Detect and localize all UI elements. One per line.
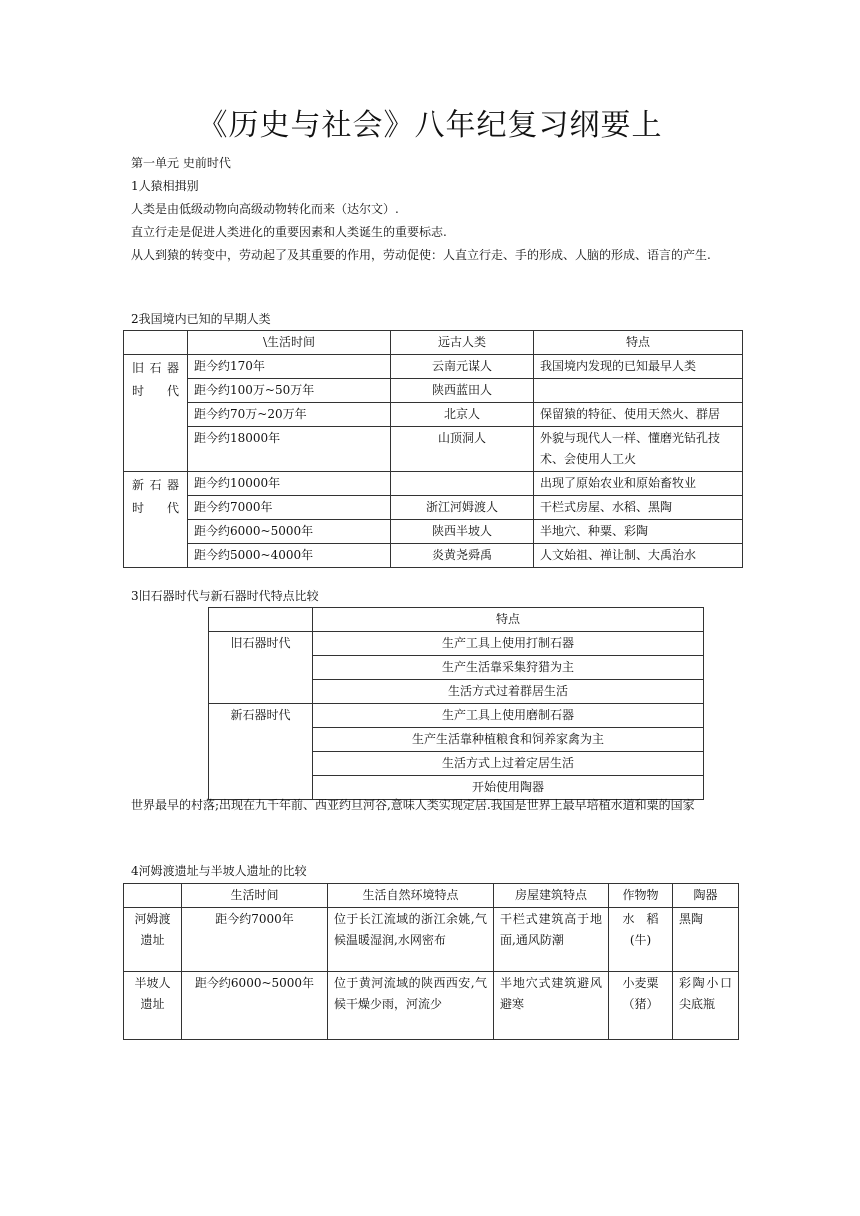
house-cell: 干栏式建筑高于地面,通风防潮 xyxy=(494,908,609,972)
people-cell: 云南元谋人 xyxy=(391,355,534,379)
header-cell xyxy=(124,884,182,908)
table-row xyxy=(124,472,743,496)
table-row xyxy=(124,908,739,972)
stone-age-comparison-table xyxy=(208,607,704,800)
time-cell: 距今约6000~5000年 xyxy=(182,972,328,1040)
table-row xyxy=(209,704,704,728)
era-label-neolithic: 新石器时代 xyxy=(124,472,188,568)
header-cell: 特点 xyxy=(534,331,743,355)
table-row xyxy=(124,972,739,1040)
feature-cell: 生产工具上使用打制石器 xyxy=(313,632,704,656)
time-cell: 距今约10000年 xyxy=(188,472,391,496)
feature-cell: 生活方式过着群居生活 xyxy=(313,680,704,704)
feature-cell: 生活方式上过着定居生活 xyxy=(313,752,704,776)
header-cell: 陶器 xyxy=(673,884,739,908)
house-cell: 半地穴式建筑避风避寒 xyxy=(494,972,609,1040)
table-row xyxy=(209,632,704,656)
feature-cell: 干栏式房屋、水稻、黑陶 xyxy=(534,496,743,520)
time-cell: 距今约7000年 xyxy=(182,908,328,972)
section-3-heading: 3旧石器时代与新石器时代特点比较 xyxy=(131,589,319,603)
feature-cell: 生产生活靠种植粮食和饲养家禽为主 xyxy=(313,728,704,752)
crop-cell: 水 稻(牛) xyxy=(609,908,673,972)
header-cell: 特点 xyxy=(313,608,704,632)
table-row xyxy=(124,403,743,427)
header-cell: 生活自然环境特点 xyxy=(328,884,494,908)
section-1-paragraph-3: 从人到猿的转变中，劳动起了及其重要的作用，劳动促使：人直立行走、手的形成、人脑的形成、语言的产生. xyxy=(131,248,711,262)
feature-cell: 我国境内发现的已知最早人类 xyxy=(534,355,743,379)
header-cell: 房屋建筑特点 xyxy=(494,884,609,908)
time-cell: 距今约7000年 xyxy=(188,496,391,520)
table-row xyxy=(124,520,743,544)
feature-cell: 生产生活靠采集狩猎为主 xyxy=(313,656,704,680)
feature-cell: 生产工具上使用磨制石器 xyxy=(313,704,704,728)
section-1-heading: 1人猿相揖别 xyxy=(131,179,199,193)
section-3-note: 世界最早的村落;出现在九千年前、西亚约旦河谷,意味人类实现定居.我国是世界上最早培植水道和粟的国家 xyxy=(131,798,695,812)
environment-cell: 位于黄河流域的陕西西安,气候干燥少雨，河流少 xyxy=(328,972,494,1040)
time-cell: 距今约70万~20万年 xyxy=(188,403,391,427)
feature-cell: 外貌与现代人一样、懂磨光钻孔技术、会使用人工火 xyxy=(534,427,743,472)
time-cell: 距今约100万~50万年 xyxy=(188,379,391,403)
site-cell: 半坡人遗址 xyxy=(124,972,182,1040)
people-cell: 陕西蓝田人 xyxy=(391,379,534,403)
header-cell: 生活时间 xyxy=(182,884,328,908)
environment-cell: 位于长江流域的浙江余姚,气候温暖湿润,水网密布 xyxy=(328,908,494,972)
feature-cell: 出现了原始农业和原始畜牧业 xyxy=(534,472,743,496)
crop-cell: 小麦粟（猪） xyxy=(609,972,673,1040)
time-cell: 距今约5000~4000年 xyxy=(188,544,391,568)
document-title: 《历史与社会》八年纪复习纲要上 xyxy=(197,108,663,143)
section-1-paragraph-2: 直立行走是促进人类进化的重要因素和人类诞生的重要标志. xyxy=(131,225,447,239)
time-cell: 距今约170年 xyxy=(188,355,391,379)
time-cell: 距今约18000年 xyxy=(188,427,391,472)
people-cell: 陕西半坡人 xyxy=(391,520,534,544)
table-row xyxy=(124,544,743,568)
early-humans-table xyxy=(123,330,743,568)
table-row xyxy=(124,355,743,379)
header-cell: 作物物 xyxy=(609,884,673,908)
era-label-paleolithic: 旧石器时代 xyxy=(124,355,188,472)
site-comparison-table xyxy=(123,883,739,1040)
people-cell: 炎黄尧舜禹 xyxy=(391,544,534,568)
site-cell: 河姆渡遗址 xyxy=(124,908,182,972)
feature-cell: 开始使用陶器 xyxy=(313,776,704,800)
header-cell: 远古人类 xyxy=(391,331,534,355)
pottery-cell: 彩陶小口尖底瓶 xyxy=(673,972,739,1040)
people-cell xyxy=(391,472,534,496)
table-header-row xyxy=(124,884,739,908)
feature-cell: 半地穴、种粟、彩陶 xyxy=(534,520,743,544)
people-cell: 山顶洞人 xyxy=(391,427,534,472)
time-cell: 距今约6000~5000年 xyxy=(188,520,391,544)
people-cell: 浙江河姆渡人 xyxy=(391,496,534,520)
pottery-cell: 黑陶 xyxy=(673,908,739,972)
feature-cell xyxy=(534,379,743,403)
section-2-heading: 2我国境内已知的早期人类 xyxy=(131,312,271,326)
section-4-heading: 4河姆渡遗址与半坡人遗址的比较 xyxy=(131,864,307,878)
era-label-paleolithic: 旧石器时代 xyxy=(209,632,313,704)
table-header-row xyxy=(124,331,743,355)
table-row xyxy=(124,496,743,520)
table-header-row xyxy=(209,608,704,632)
section-1-paragraph-1: 人类是由低级动物向高级动物转化而来（达尔文）. xyxy=(131,202,399,216)
table-row xyxy=(124,427,743,472)
feature-cell: 人文始祖、禅让制、大禹治水 xyxy=(534,544,743,568)
table-row xyxy=(124,379,743,403)
header-cell: \生活时间 xyxy=(188,331,391,355)
era-label-neolithic: 新石器时代 xyxy=(209,704,313,800)
unit-heading: 第一单元 史前时代 xyxy=(131,156,231,170)
people-cell: 北京人 xyxy=(391,403,534,427)
feature-cell: 保留猿的特征、使用天然火、群居 xyxy=(534,403,743,427)
